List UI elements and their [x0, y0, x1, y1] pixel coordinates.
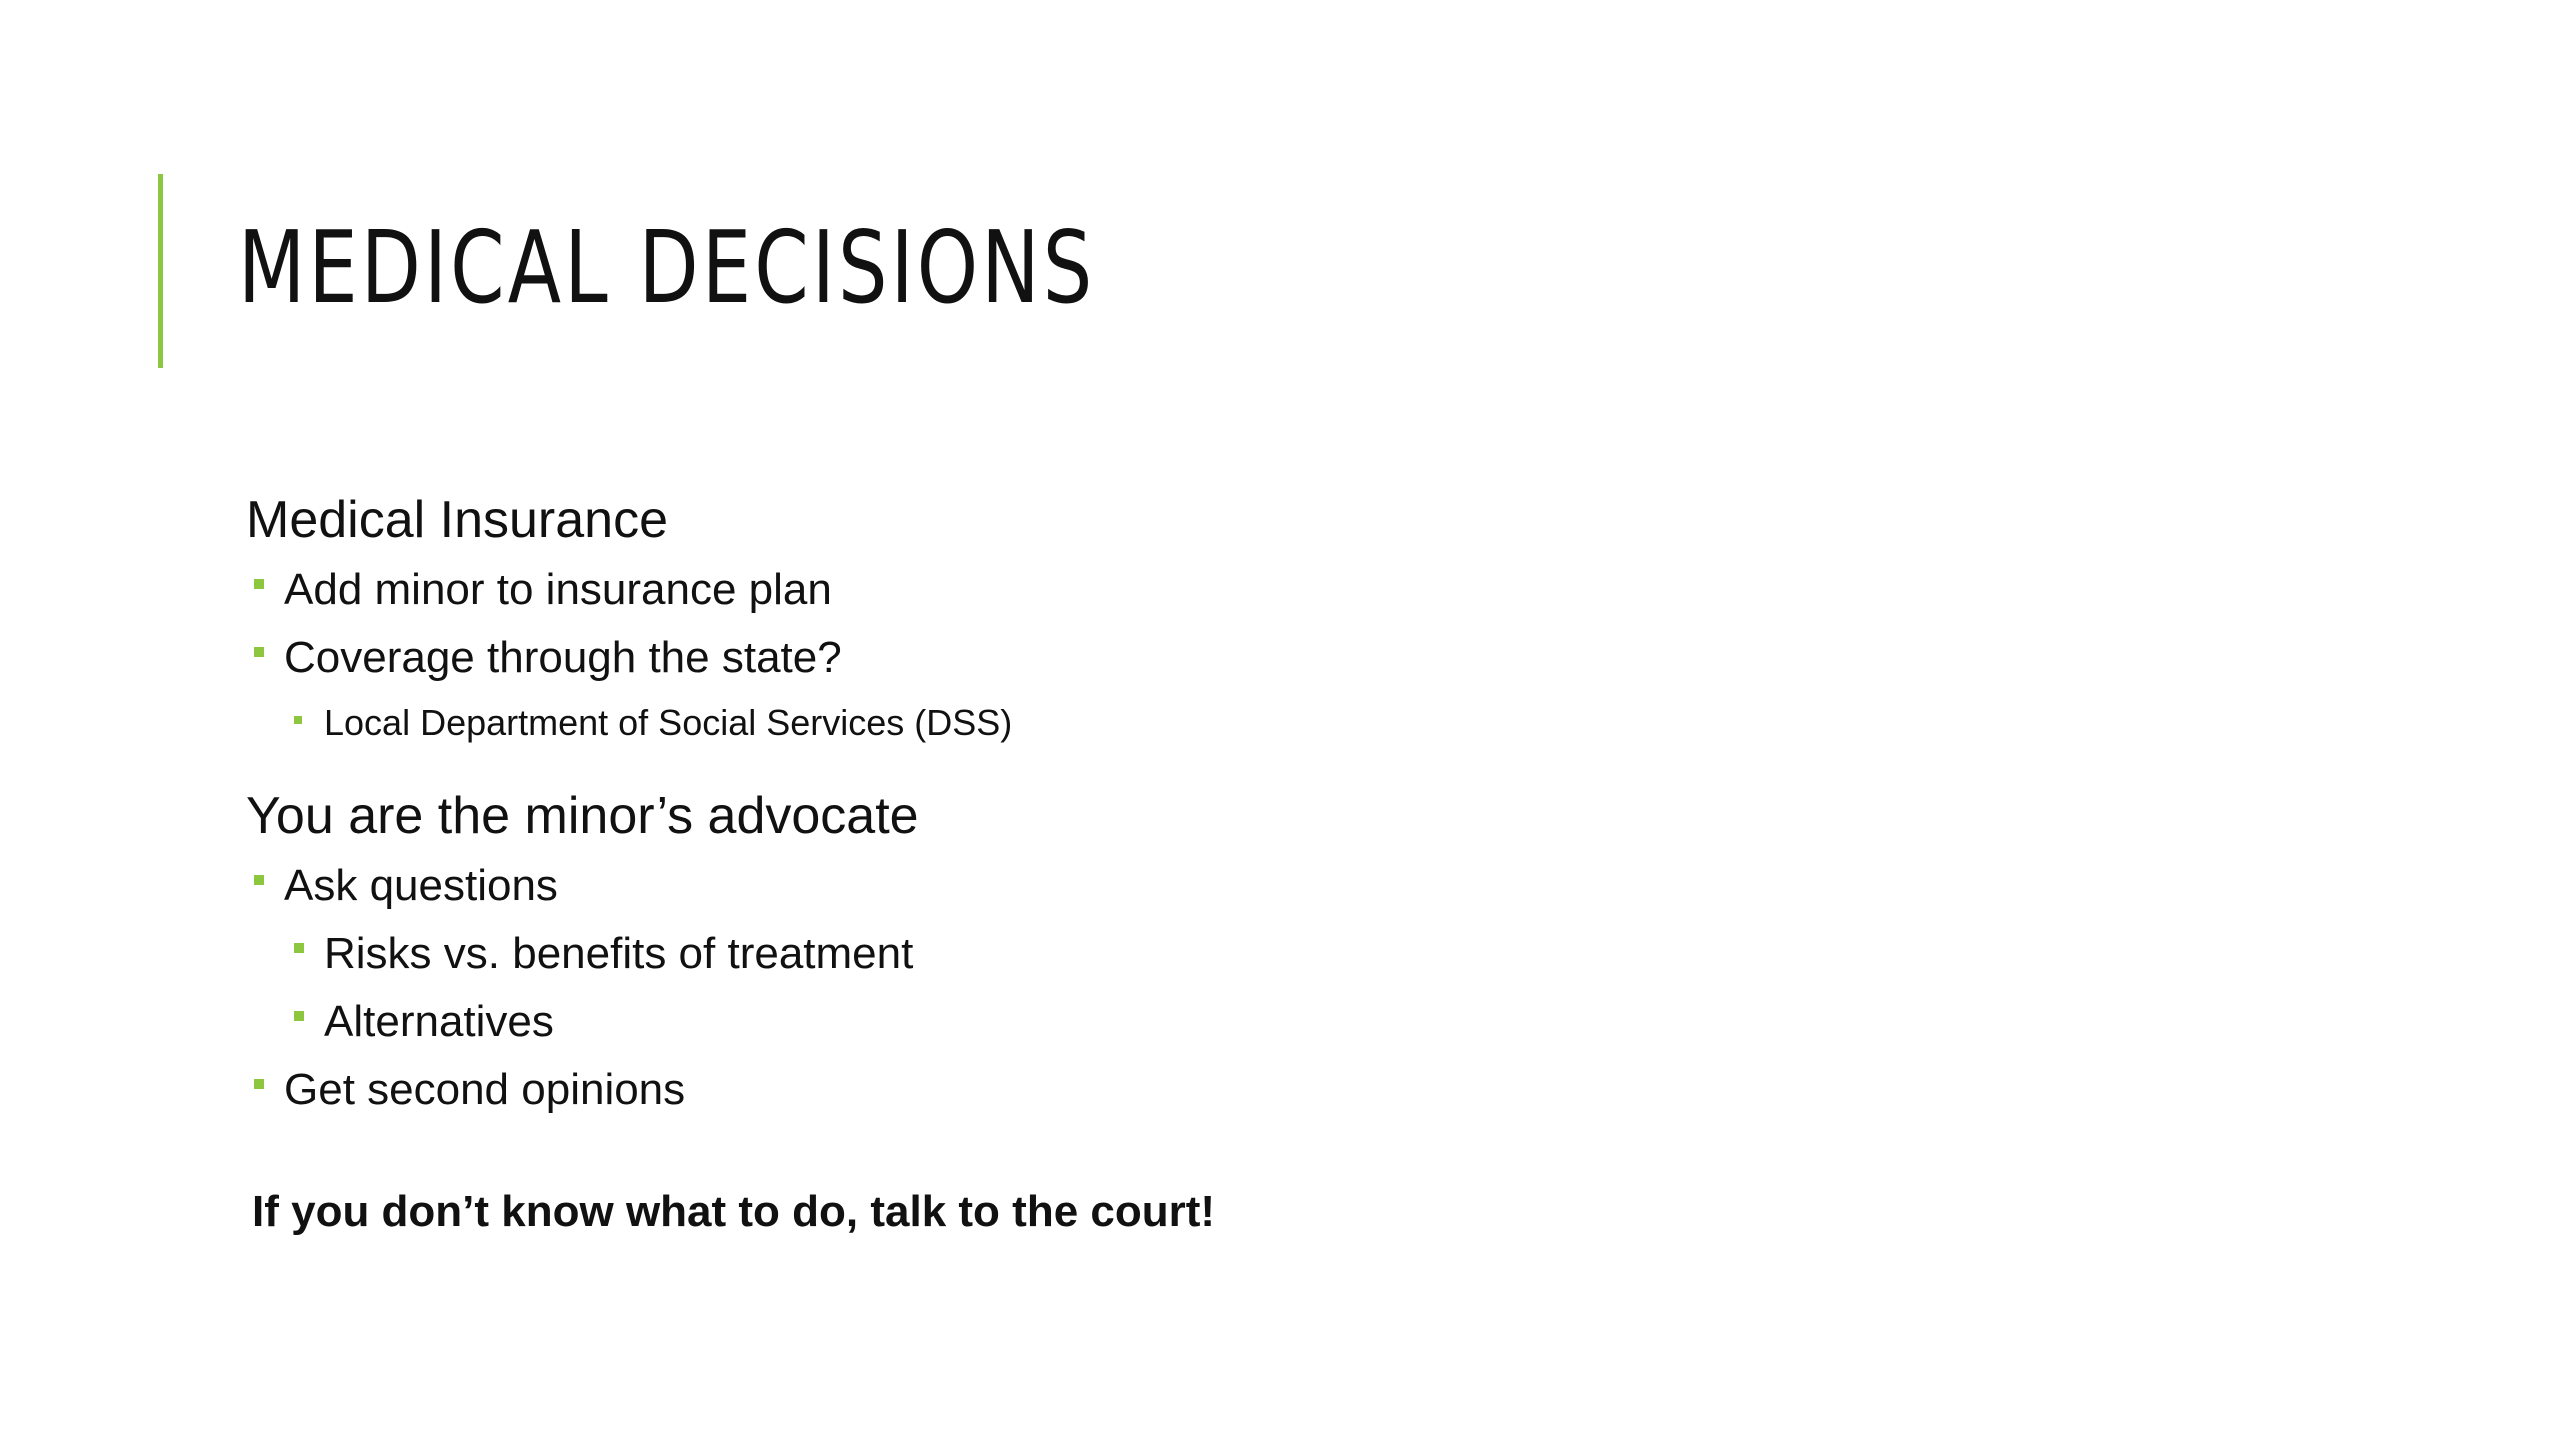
slide-content [246, 484, 2046, 1242]
bullet-item [246, 1056, 2046, 1124]
sub-bullet-text: Alternatives [324, 997, 554, 1046]
bullet-item [246, 556, 2046, 624]
advocate-bullet-list [246, 852, 2046, 1124]
callout-text: If you don’t know what to do, talk to the court! [252, 1187, 1216, 1236]
bullet-square-icon [294, 716, 302, 724]
sub-bullet-item [286, 692, 2046, 754]
bullet-square-icon [254, 647, 264, 657]
sub-bullet-item [286, 920, 2046, 988]
bullet-item [246, 624, 2046, 692]
section-heading-advocate: You are the minor’s advocate [246, 787, 919, 845]
bullet-text: Get second opinions [284, 1065, 686, 1114]
bullet-square-icon [294, 943, 304, 953]
bullet-text: Coverage through the state? [284, 633, 842, 682]
bullet-square-icon [254, 579, 264, 589]
insurance-bullet-list [246, 556, 2046, 754]
bullet-square-icon [254, 875, 264, 885]
sub-bullet-text: Risks vs. benefits of treatment [324, 929, 914, 978]
sub-bullet-text: Local Department of Social Services (DSS) [324, 702, 1013, 743]
bullet-item [246, 852, 2046, 920]
bullet-square-icon [294, 1011, 304, 1021]
bullet-square-icon [254, 1079, 264, 1089]
title-accent-bar [158, 174, 163, 368]
bullet-text: Ask questions [284, 861, 558, 910]
bullet-text: Add minor to insurance plan [284, 565, 832, 614]
slide-title: MEDICAL DECISIONS [238, 209, 1096, 326]
section-heading-insurance: Medical Insurance [246, 491, 668, 549]
sub-bullet-item [286, 988, 2046, 1056]
